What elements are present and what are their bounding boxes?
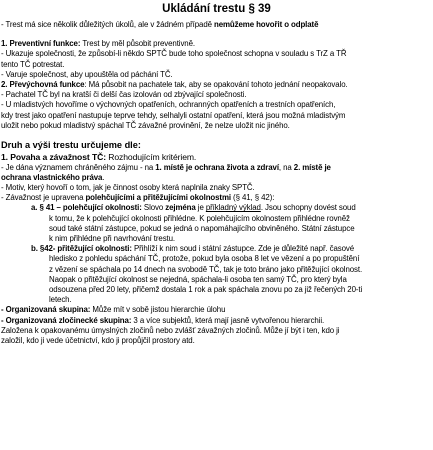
reeducation-line-3: kdy trest jako opatření nastupuje teprve tehdy, selhalyli ostatní opatření, která jsou možná mladistvým <box>1 110 346 120</box>
organized-group-line <box>1 305 432 315</box>
motive-line: - Motiv, který hovoří o tom, jak je činnost osoby která naplnila znaky SPTČ. <box>1 182 255 192</box>
criteria-heading: Druh a výši trestu určujeme dle: <box>1 140 141 151</box>
criminal-group-line <box>1 316 432 326</box>
intro-text: - Trest má sice několik důležitých úkolů, ale v žádném případě <box>1 20 214 29</box>
circ-bold-b: polehčujícími a přitěžujícími okolnostmi <box>85 193 231 203</box>
reeducation-line-1: - Pachatel TČ byl na kratší či delší čas izolován od zbývající společnosti. <box>1 90 247 100</box>
mitigating-t1: Slovo <box>141 203 166 213</box>
intro-paragraph <box>1 20 432 30</box>
severity-text-c: , na <box>278 162 294 172</box>
reeducation-lead: 2. Převýchovná funkce <box>1 80 85 90</box>
reeducation-heading <box>1 80 432 90</box>
mitigating-t3: . Jsou schopny dovést soud <box>260 203 356 213</box>
severity-text-a: - Je dána významem chráněného zájmu - na <box>1 162 156 172</box>
aggravating-line-3: z vězení se spáchala po 14 dnech na svobodě TČ, tak je toto bráno jako přitěžující okolnost. <box>49 264 363 274</box>
mitigating-example: příkladný výklad <box>205 203 261 213</box>
mitigating-lead: a. § 41 – polehčující okolnosti: <box>31 203 142 213</box>
reeducation-rest: : Má působit na pachatele tak, aby se opakování tohoto jednání neopakovalo. <box>84 80 348 90</box>
aggravating-line-5: odsouzena před 20 lety, přičemž dostala 1 rok a pak spáchala znovu po za již řečených 20-ti <box>49 284 363 294</box>
aggravating-line-2: hledisko z pohledu spáchání TČ, protože, pokud byla osoba 8 let ve vězení a po propuštění <box>49 254 360 264</box>
aggravating-line-6: letech. <box>49 295 72 305</box>
mitigating-line-3: soud také státní zástupce, pokud se jedná o napomáhajícího obviněného. Státní zástupce <box>49 223 355 233</box>
mitigating-t2: je <box>195 203 206 213</box>
criminal-group-line-3: založil, kdo ji vede účetnictví, kdo ji propůjčil prostory atd. <box>1 335 195 345</box>
aggravating-line-4: Naopak o přitěžující okolnost se nejedná, spáchala-li osoba ten samý TČ, pro který byla <box>49 274 347 284</box>
circ-text-a: - Závažnost je upravena <box>1 193 86 203</box>
circumstances-line <box>1 193 432 203</box>
criminal-group-line-2: Založena k opakovanému úmyslných zločinů nebo zvlášť závažných zločinů. Může jí být i ten, kdo ji <box>1 325 340 335</box>
severity-text-f: . <box>102 172 105 182</box>
circ-text-c: (§ 41, § 42): <box>230 193 275 203</box>
aggravating-t1: Přihlíží k nim soud i státní zástupce. Zde je důležité např. časové <box>131 244 355 254</box>
preventive-line-3: - Varuje společnost, aby upouštěla od páchání TČ. <box>1 69 173 79</box>
mitigating-line-2: k tomu, že k polehčující okolnosti přihlédne. K polehčujícím okolnostem přihlédne rovněž <box>49 213 350 223</box>
severity-heading <box>1 152 432 163</box>
organized-group-rest: Může mít v sobě jistou hierarchie úlohu <box>90 305 226 315</box>
severity-line-2 <box>1 173 432 183</box>
aggravating-lead: b. §42- přitěžující okolnosti: <box>31 244 132 254</box>
preventive-rest: Trest by měl působit preventivně. <box>80 39 195 49</box>
severity-bold-b: 1. místě je ochrana života a zdraví <box>155 162 279 172</box>
reeducation-line-4: uložit nebo pokud mladistvý spáchal TČ závažné provinění, že nelze uložit nic jiného. <box>1 120 290 130</box>
severity-bold-d: 2. místě je <box>293 162 331 172</box>
aggravating-line-1 <box>1 244 432 254</box>
severity-lead: 1. Povaha a závažnost TČ: <box>1 151 106 162</box>
severity-line-1 <box>1 163 432 173</box>
mitigating-zejmena: zejména <box>165 203 196 213</box>
preventive-line-2: tento TČ potrestat. <box>1 59 65 69</box>
reeducation-line-2: - U mladistvých hovoříme o výchovných opatřeních, ochranných opatřeních a trestních opatřeních, <box>1 100 336 110</box>
mitigating-line-4: k nim přihlédne při navrhování trestu. <box>49 233 176 243</box>
organized-group-lead: - Organizovaná skupina: <box>1 305 91 315</box>
preventive-line-1: - Ukazuje společnosti, že způsobí-li někdo SPTČ bude toho společnost schopna v souladu s TrZ a TŘ <box>1 49 347 59</box>
criminal-group-rest: 3 a více subjektů, která mají jasně vytvořenou hierarchii. <box>131 315 325 325</box>
preventive-lead: 1. Preventivní funkce: <box>1 39 81 49</box>
preventive-heading <box>1 39 432 49</box>
intro-bold: nemůžeme hovořit o odplatě <box>214 20 319 29</box>
severity-rest: Rozhodujícím kritériem. <box>105 151 197 162</box>
mitigating-line-1 <box>1 203 432 213</box>
severity-bold-e: ochrana vlastnického práva <box>1 172 103 182</box>
criminal-group-lead: - Organizovaná zločinecké skupina: <box>1 315 132 325</box>
document-title: Ukládání trestu § 39 <box>162 3 271 15</box>
